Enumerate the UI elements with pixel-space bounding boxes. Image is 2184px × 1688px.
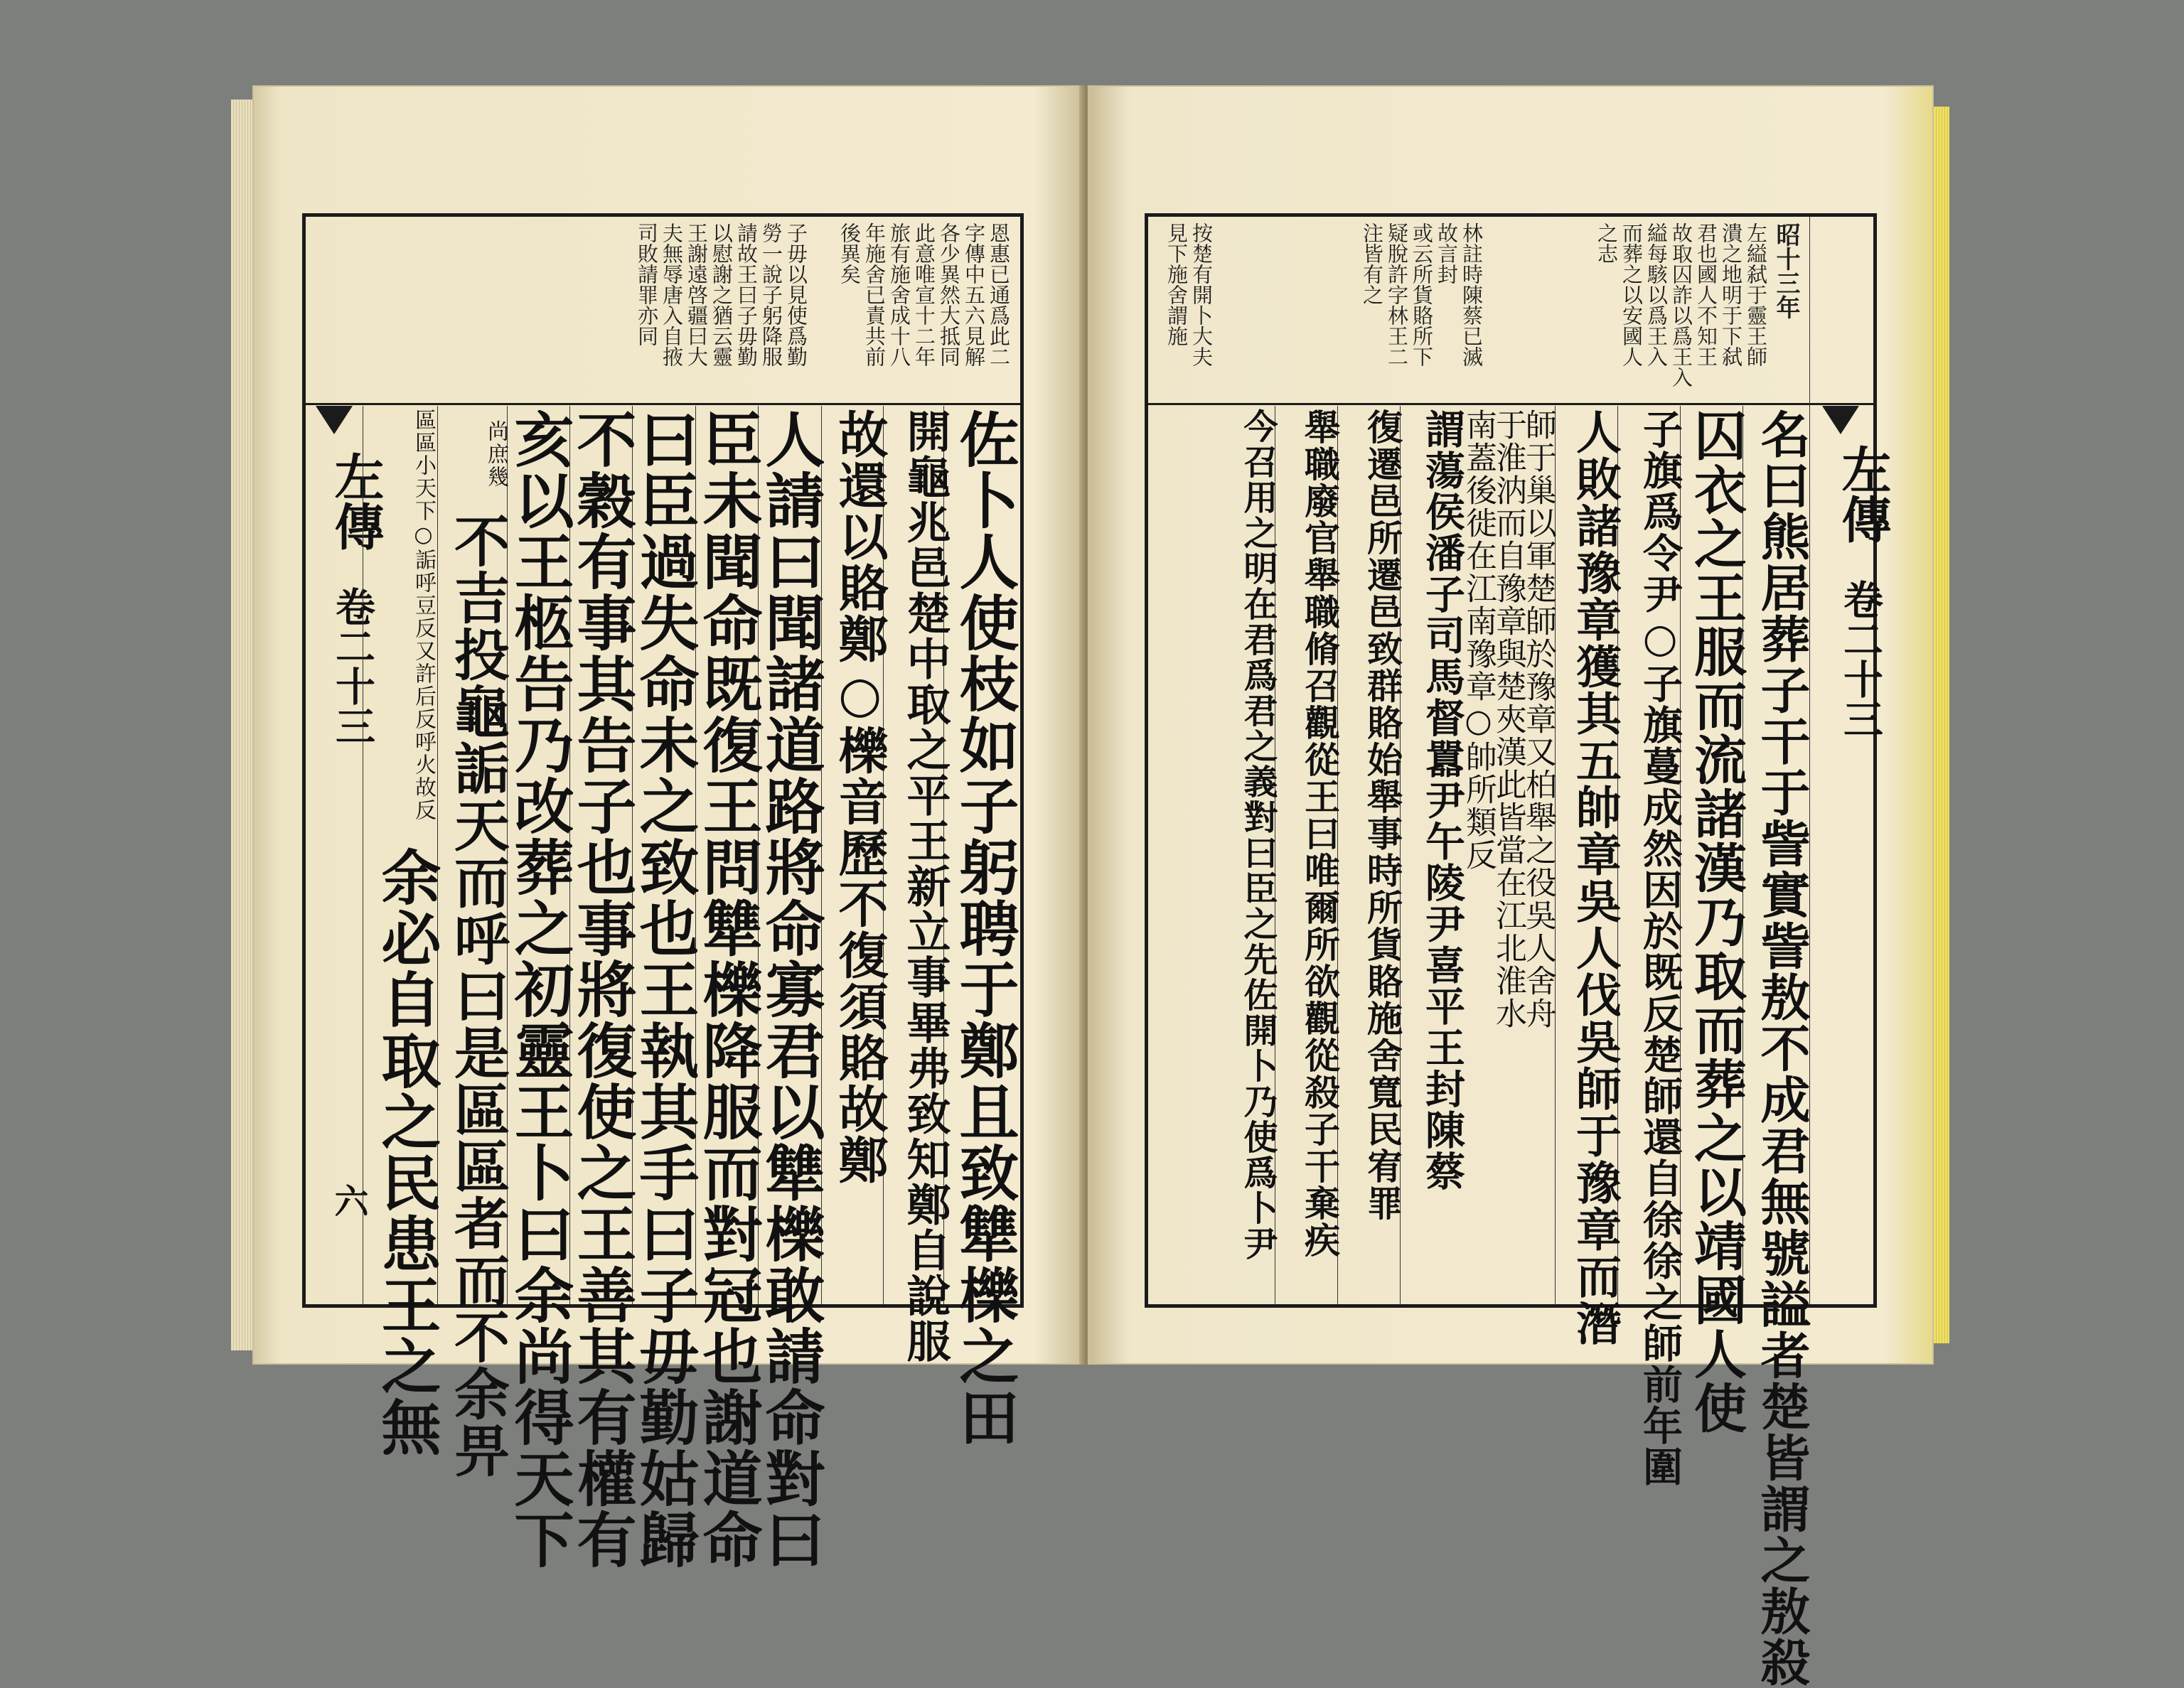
small-note: 區區小天下○詬呼豆反又許后反呼火故反	[411, 409, 436, 822]
right-header-notes	[1148, 217, 1809, 400]
left-header-rule	[306, 403, 1020, 405]
note-col: 疑脫許字林王二	[1385, 222, 1409, 367]
note-col: 或云所貨賂所下	[1410, 222, 1434, 367]
note-col: 故取囚詐以爲王入	[1669, 222, 1693, 387]
note-col: 注皆有之	[1360, 222, 1384, 305]
left-main-text	[306, 406, 1020, 1570]
note-col: 旅有施舍成十八	[887, 222, 911, 367]
note-col: 司敗請罪亦同	[635, 222, 659, 346]
note-col: 林註時陳蔡已滅	[1460, 222, 1484, 367]
text-column: 不吉投龜詬天而呼曰是區區者而不余畀	[445, 512, 510, 1479]
note-col: 各少異然大抵同	[937, 222, 961, 367]
margin-volume: 卷二十三	[329, 586, 376, 746]
page-stack-left	[231, 100, 252, 1350]
text-column: 謂蕩侯潘子司馬督囂尹午陵尹喜平王封陳蔡	[1419, 409, 1466, 1192]
note-col: 夫無辱唐入自掖	[660, 222, 684, 367]
note-col: 此意唯宣十二年	[912, 222, 936, 367]
open-book	[252, 85, 1934, 1688]
text-column: 人請曰聞諸道路將命寡君以犨櫟敢請命對曰	[756, 409, 826, 1570]
note-col: 故言封	[1435, 222, 1459, 284]
left-page	[252, 85, 1084, 1570]
small-note: 尚庶幾	[483, 420, 508, 488]
note-col: 子毋以見使爲勤	[784, 222, 808, 367]
text-column: 臣未聞命既復王問犨櫟降服而對冠也謝道命	[693, 409, 764, 1570]
text-column: 亥以王柩告乃改葬之初靈王卜曰余尚得天下	[505, 409, 575, 1570]
text-column: 名曰熊居葬子干于訾實訾敖不成君無號謚者楚皆謂之敖殺	[1752, 409, 1811, 1688]
text-column: 佐卜人使枝如子躬聘于鄭且致犨櫟之田	[950, 409, 1020, 1448]
left-header-notes	[363, 217, 1017, 400]
note-col: 而葬之以安國人	[1620, 222, 1644, 367]
note-col: 請故王曰子毋勤	[734, 222, 759, 367]
note-col: 後異矣	[837, 222, 862, 284]
text-column: 曰臣過失命未之致也王執其手曰子毋勤姑歸	[630, 409, 700, 1570]
note-col: 縊每駭以爲王入	[1644, 222, 1669, 367]
note-col: 恩惠已通爲此二	[987, 222, 1011, 367]
note-col: 字傳中五六見解	[962, 222, 986, 367]
page-stack-right	[1934, 107, 1949, 1343]
text-column: 故還以賂鄭○櫟音歷不復須賂故鄭	[830, 409, 889, 1186]
small-note: 師于巢以軍楚師於豫章又柏舉之役吳人舍舟	[1520, 409, 1556, 1030]
text-column: 人敗諸豫章獲其五帥章吳人伐吳師于豫章而潛	[1568, 409, 1622, 1347]
note-col: 按楚有開卜大夫	[1189, 222, 1214, 367]
right-print-frame	[1145, 213, 1893, 1688]
text-column: 開龜兆邑楚中取之平王新立事畢弗致知鄭自說服	[899, 409, 951, 1364]
right-header-rule	[1148, 403, 1873, 405]
small-note: 于淮汭而自豫章與楚夾漢此皆當在江北淮水	[1490, 409, 1526, 1030]
note-col: 左縊弑于靈王師	[1744, 222, 1768, 367]
small-note: 南蓋後徙在江南豫章○帥所類反	[1460, 409, 1497, 871]
margin-title: 左傳	[1834, 444, 1893, 544]
text-column: 復遷邑所遷邑致群賂始舉事時所貨賂施舍寬民宥罪	[1361, 409, 1403, 1222]
note-col: 昭十三年	[1772, 222, 1800, 319]
text-column: 余必自取之民患王之無	[372, 846, 442, 1458]
note-col: 潰之地明于下弑	[1719, 222, 1743, 367]
folio-number: 六	[328, 1183, 368, 1217]
note-col: 年施舍已責共前	[862, 222, 887, 367]
note-col: 王謝遠啓疆曰大	[685, 222, 709, 367]
text-column: 囚衣之王服而流諸漢乃取而葬之以靖國人使	[1686, 409, 1747, 1435]
text-column: 舉職廢官舉職脩召觀從王曰唯爾所欲觀從殺子干棄疾	[1299, 409, 1341, 1259]
note-col: 見下施舍謂施	[1165, 222, 1189, 346]
right-page	[1088, 85, 1934, 1688]
note-col: 之志	[1595, 222, 1619, 264]
note-col: 勞一說子躬降服	[759, 222, 783, 367]
left-print-frame	[302, 213, 1024, 1570]
note-col: 以慰謝之猶云靈	[710, 222, 734, 367]
text-column: 不穀有事其告子也事將復使之王善其有權有	[567, 409, 638, 1570]
margin-title: 左傳	[326, 451, 385, 551]
margin-volume: 卷二十三	[1837, 579, 1884, 738]
right-main-text	[1148, 406, 1873, 1688]
text-column: 子旗爲令尹○子旗蔓成然因於既反楚師還自徐徐之師前年圍	[1637, 409, 1684, 1488]
note-col: 君也國人不知王	[1694, 222, 1718, 367]
text-column: 今召用之明在君爲君之義對曰臣之先佐開卜乃使爲卜尹	[1238, 409, 1278, 1262]
